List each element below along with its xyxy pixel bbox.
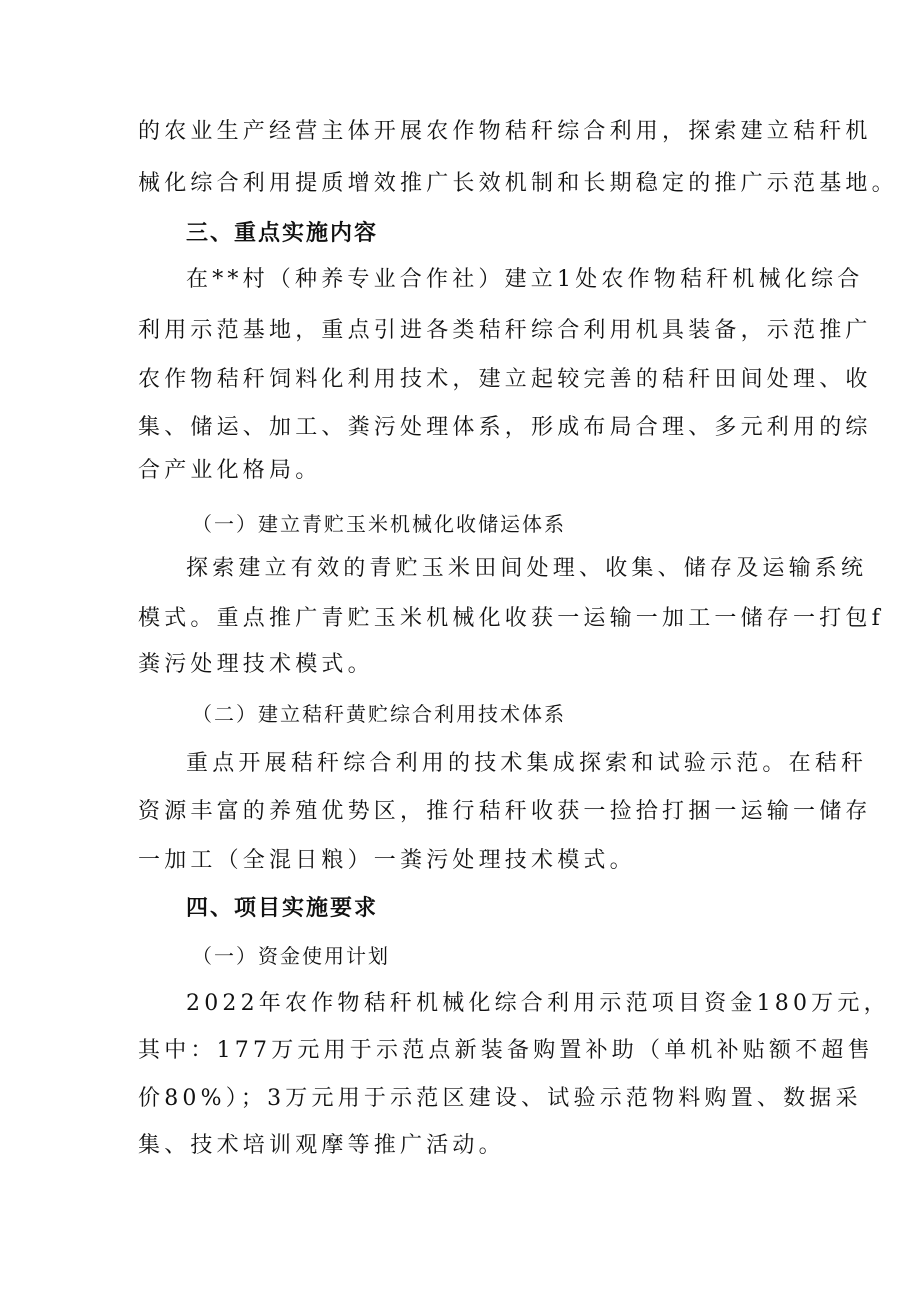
subsection-heading: （二）建立秸秆黄贮综合利用技术体系 <box>192 702 566 726</box>
subsection-heading: （一）建立青贮玉米机械化收储运体系 <box>192 512 566 536</box>
paragraph-line: 粪污处理技术模式。 <box>138 652 374 677</box>
paragraph-line: 农作物秸秆饲料化利用技术，建立起较完善的秸秆田间处理、收 <box>138 367 872 392</box>
section-heading: 四、项目实施要求 <box>186 896 379 921</box>
paragraph-line: 的农业生产经营主体开展农作物秸秆综合利用，探索建立秸秆机 <box>138 119 872 144</box>
paragraph-line: 在**村（种养专业合作社）建立1处农作物秸秆机械化综合 <box>186 267 864 292</box>
subsection-heading: （一）资金使用计划 <box>192 944 390 968</box>
paragraph-line: 械化综合利用提质增效推广长效机制和长期稳定的推广示范基地。 <box>138 171 898 196</box>
paragraph-line: 重点开展秸秆综合利用的技术集成探索和试验示范。在秸秆 <box>186 751 868 776</box>
paragraph-line: 集、技术培训观摩等推广活动。 <box>138 1133 505 1158</box>
paragraph-line: 资源丰富的养殖优势区，推行秸秆收获一捡拾打捆一运输一储存 <box>138 799 872 824</box>
paragraph-line: 合产业化格局。 <box>138 458 322 483</box>
section-heading: 三、重点实施内容 <box>186 221 379 246</box>
paragraph-line: 其中：177万元用于示范点新装备购置补助（单机补贴额不超售 <box>138 1038 874 1063</box>
paragraph-line: 探索建立有效的青贮玉米田间处理、收集、储存及运输系统 <box>186 556 868 581</box>
paragraph-line: 一加工（全混日粮）一粪污处理技术模式。 <box>138 848 636 873</box>
paragraph-line: 利用示范基地，重点引进各类秸秆综合利用机具装备，示范推广 <box>138 318 872 343</box>
paragraph-line: 价80%）；3万元用于示范区建设、试验示范物料购置、数据采 <box>138 1086 862 1111</box>
paragraph-line: 模式。重点推广青贮玉米机械化收获一运输一加工一储存一打包f <box>138 606 884 631</box>
paragraph-line: 2022年农作物秸秆机械化综合利用示范项目资金180万元， <box>186 991 890 1016</box>
paragraph-line: 集、储运、加工、粪污处理体系，形成布局合理、多元利用的综 <box>138 415 872 440</box>
